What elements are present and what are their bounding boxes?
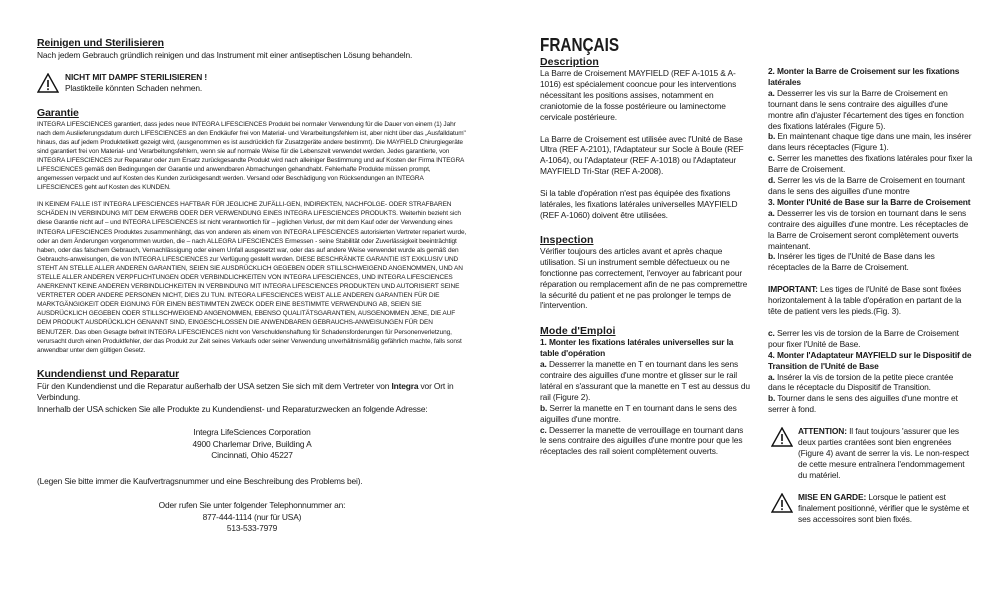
step-label: b. [768,251,776,262]
description-heading: Description [540,56,599,68]
step-label: c. [768,153,775,164]
step-1-title: 1. Monter les fixations latérales universelles sur la table d'opération [540,337,734,359]
service-p1-brand: Integra [391,380,419,391]
step-label: a. [540,359,547,370]
french-title: FRANÇAIS [540,35,620,55]
step-2d [768,175,973,197]
important-text: Les tiges de l'Unité de Base sont fixées horizontalement à la table d'opération en partant de la tête de patient vers les pieds.(Fig. 3). [768,284,962,317]
step-label: b. [768,393,776,404]
important-note [768,284,973,317]
step-text: En maintenant chaque tige dans une main, les insérer dans leurs réceptacles (Figure 1). [768,131,972,153]
step-text: Desserrer les vis sur la Barre de Croisement en tournant dans le sens contraire des aiguilles d'une montre afin d'ajuster l'écartement des tiges en fonction des fixations latérales (Figure 5). [768,87,964,131]
caution-text: Lorsque le patient est finalement positionné, vérifier que le système et ses accessoires sont bien fixés. [798,491,970,524]
steam-warning [37,72,467,96]
step-label: c. [540,424,547,435]
attention-text: Il faut toujours 'assurer que les deux parties crantées sont bien engrenées (Figure 4) avant de serrer la vis. Le non-respect de cette mesure entraînera l'endommagement du matériel. [798,426,970,480]
phone-number-usa: 877-444-1114 (nur für USA) [202,511,302,522]
steam-warning-body: Plastikteile könnten Schaden nehmen. [65,83,203,93]
phone-label: Oder rufen Sie unter folgender Telephonnummer an: [158,500,346,511]
step-label: a. [768,87,775,98]
description-paragraph-3: Si la table d'opération n'est pas équipée des fixations latérales, les fixations latérales universelles MAYFIELD (REF A-1060) doivent être utilisées. [540,188,738,220]
warning-triangle-icon [771,427,793,450]
step-4b [768,393,973,415]
step-label: b. [768,131,776,142]
step-3b [768,251,973,273]
service-paragraph-1 [37,381,467,404]
service-p1-text: Für den Kundendienst und die Reparatur außerhalb der USA setzen Sie sich mit dem Vertreter von [37,380,392,391]
step-text: Desserrer la manette de verrouillage en tournant dans le sens contraire des aiguilles d'une montre pour que les réceptacles des rail soient complètement ouverts. [540,424,744,457]
service-phone [37,500,467,535]
warning-triangle-icon [37,73,59,98]
address-line: Integra LifeSciences Corporation [193,427,311,438]
step-text: Serrer les vis de torsion de la Barre de Croisement pour fixer l'Unité de Base. [768,327,959,349]
service-p1-text-end: vor Ort in Verbindung. [37,380,454,403]
step-label: d. [768,175,776,186]
service-note: (Legen Sie bitte immer die Kaufvertragsnummer und eine Beschreibung des Problems bei). [37,475,363,486]
step-1b [540,403,750,425]
important-label: IMPORTANT: [768,284,818,295]
step-2b [768,131,973,153]
attention-label: ATTENTION: [798,426,847,437]
french-column-1 [540,36,750,457]
warranty-paragraph-1: INTEGRA LIFESCIENCES garantiert, dass jedes neue INTEGRA LIFESCIENCES Produkt bei normaler Verwendung für die Dauer von einem (1) Jahr nach dem Auslieferungsdatum durch LIFESCIENCES an den Endkäufer frei von Material- und Verarbeitungsfehlern ist, aber nicht über das „Ausfalldatum" hinaus, das auf jedem Produktetikett gezeigt wird, (ausgenommen es ist ausdrücklich für Zusatzgeräte andere bestimmt). Die MAYFIELD Chirurgiegeräte sind garantiert frei von Material- und Verarbeitungsfehlern, wenn sie auf normale Weise für die Lebenszeit verwendet werden. Jedes garantierte, von INTEGRA LIFESCIENCES zur Reparatur oder zum Ersatz zurückgesandte Produkt wird nach alleiniger Bestimmung und auf Kosten der Firma INTEGRA LIFESCIENCES gemäß den Bedingungen der Garantie und anwendbaren Abmachungen gehandhabt. Fehlerhafte Produkte müssen prompt, angemessen verpackt und auf Kosten des Kunden zurückgesandt werden. Versand oder Beschädigung von Rücksendungen an INTEGRA LIFESCIENCES geht auf Kosten des KUNDEN. [37,120,466,192]
warning-triangle-icon [771,493,793,516]
service-heading: Kundendienst und Reparatur [37,367,180,380]
step-label: b. [540,402,548,413]
step-label: a. [768,371,775,382]
step-text: Insérer la vis de torsion de la petite piece crantée dans le réceptacle du Dispositif de Transition. [768,371,954,393]
step-text: Desserrer les vis de torsion en tournant dans le sens contraire des aiguilles d'une montre. Les réceptacles de la Barre de Croisement seront complètement ouverts maintenant. [768,207,969,251]
warranty-paragraph-2: IN KEINEM FALLE IST INTEGRA LIFESCIENCES HAFTBAR FÜR JEGLICHE ZUFÄLLI-GEN, INDIREKTEN, NACHFOLGE- ODER STRAFBAREN SCHÄDEN IN VERBINDUNG MIT DEM ERWERB ODER DER VERWENDUNG EINES INTEGRA LIFESCIENCES PRODUKTS. Weiterhin bezieht sich diese Garantie nicht auf – und INTEGRA LIFESCIENCES ist nicht verantwortlich für – jeglichen Verlust, der mit dem Kauf oder der Verwendung eines INTEGRA LIFESCIENCES Produktes zusammenhängt, das von anderen als einem von INTEGRA LIFESCIENCES autorisierten Vertreter repariert wurde, oder an dem Änderungen vorgenommen wurden, die – nach ALLEGRA LIFESCIENCES Ermessen - seine Stabilität oder Zuverlässigkeit beeinträchtigt haben, oder das falschem Gebrauch, Vernachlässigung oder einem Unfall ausgesetzt war, oder das auf andere Weise verwendet wurde als gemäß den Gebrauchs-anweisungen, die von INTEGRA LIFESCIENCES zur Verfügung gestellt werden. DIESE BESCHRÄNKTE GARANTIE IST EXKLUSIV UND STEHT AN STELLE ALLER ANDEREN GARANTIEN, SEIEN SIE AUSDRÜCKLICH GEGEBEN ODER STILLSCHWEIGEND ANGENOMMEN, UND AN STELLE ALLER ANDEREN VERPFLICHTUNGEN ODER VERBINDLICHKEITEN VON INTEGRA LIFESCIENCES, UND INTEGRA LIFESCIENCES ANERKENNT KEINE ANDEREN VERBINDLICHKEITEN IN VERBINDUNG MIT INTEGRA LIFESCIENCES PRODUKTEN UND AUTORISIERT SEINE VERTRETER ODER ANDERE PERSONEN NICHT, DIES ZU TUN. INTEGRA LIFESCIENCES WEIST ALLE ANDEREN GARANTIEN FÜR DIE MARKTGÄNGIGKEIT ODER EIGNUNG FÜR EINEN BESTIMMTEN ZWECK ODER EINE BESTIMMTE VERWENDUNG AB, SEIEN SIE AUSDRÜCKLICH GEGEBEN ODER STILLSCHWEIGEND ANGENOMMEN, EBENSO QUALITÄTSGARANTIEN, AUSGENOMMEN JENE, DIE AUF DEM PRODUKT AUSDRÜCKLICH GENANNT SIND, EINGESCHLOSSEN DIE ANWENDBAREN GEBRAUCHS-ANWEISUNGEN FÜR DEN BENUTZER. Das oben Gesagte befreit INTEGRA LIFESCIENCES nicht von Verschuldenshaftung für Schadensforderungen für Personenverletzung, verursacht durch einen Produktfehler, der das Produkt zur Zeit seines Verkaufs oder seiner Verwendung unverhältnismäßig gefährlich machte, falls sonst anwendbar unter dem gültigen Gesetz. [37,201,467,354]
step-4a [768,372,973,394]
step-1c [540,425,750,458]
step-text: Tourner dans le sens des aiguilles d'une montre et serrer à fond. [768,393,958,415]
step-2c [768,153,973,175]
description-paragraph-2: La Barre de Croisement est utilisée avec l'Unité de Base Ultra (REF A-2101), l'Adaptateur sur Socle à Boule (REF A-1064), ou l'Adaptateur (REF A-1018) ou l'Adaptateur MAYFIELD Tri-Star (REF A-2008). [540,133,744,177]
caution-warning [768,492,973,525]
step-3a [768,208,973,252]
step-label: c. [768,327,775,338]
step-1a [540,359,750,403]
step-text: Desserrer la manette en T en tournant dans les sens contraire des aiguilles d'une montre et glisser sur le rail latéral en s'assurant que la manette en T est au dessus du rail (Figure 2). [540,359,750,402]
inspection-heading: Inspection [540,233,594,246]
step-text: Serrer la manette en T en tournant dans le sens des aiguilles d'une montre. [540,402,737,424]
warranty-heading: Garantie [37,106,79,119]
german-page [37,37,467,535]
steam-warning-title: NICHT MIT DAMPF STERILISIEREN ! [65,71,208,82]
caution-label: MISE EN GARDE: [798,491,867,502]
step-4-title: 4. Monter l'Adaptateur MAYFIELD sur le Dispositif de Transition de l'Unité de Base [768,349,972,371]
inspection-body: Vérifier toujours des articles avant et après chaque utilisation. Si un instrument semble défectueux ou ne fonctionne pas correctement, l'envoyer au fabricant pour réparation ou remplacement afin de ne pas compremettre la sécurité du patient et ne pas prolonger le temps de l'intervention. [540,245,748,311]
step-label: a. [768,207,775,218]
description-paragraph-1: La Barre de Croisement MAYFIELD (REF A-1015 & A-1016) est spécialement cooncue pour les interventions nécessitant les positions assises, notamment en craniotomie de la fosse postérieure ou laminectome cervicale postérieure. [540,68,737,122]
french-column-2 [768,66,973,524]
step-text: Serrer les manettes des fixations latérales pour fixer la Barre de Croisement. [768,153,973,175]
address-line: 4900 Charlemar Drive, Building A [192,438,312,449]
step-text: Insérer les tiges de l'Unité de Base dans les réceptacles de la Barre de Croisement. [768,251,935,273]
phone-number: 513-533-7979 [226,523,278,534]
address-line: Cincinnati, Ohio 45227 [211,450,293,461]
service-address [37,427,467,462]
attention-warning [768,426,973,481]
step-2-title: 2. Monter la Barre de Croisement sur les fixations latérales [768,66,960,87]
step-3-title: 3. Monter l'Unité de Base sur la Barre de Croisement [768,196,971,207]
usage-heading: Mode d'Emploi [540,325,616,338]
cleaning-body: Nach jedem Gebrauch gründlich reinigen und das Instrument mit einer antiseptischen Lösung behandeln. [37,50,413,60]
service-paragraph-2: Innerhalb der USA schicken Sie alle Produkte zu Kundendienst- und Reparaturzwecken an folgende Adresse: [37,403,428,414]
cleaning-heading: Reinigen und Sterilisieren [37,37,164,49]
step-2a [768,88,973,132]
step-3c [768,328,973,350]
step-text: Serrer les vis de la Barre de Croisement en tournant dans le sens des aiguilles d'une montre [768,175,965,196]
